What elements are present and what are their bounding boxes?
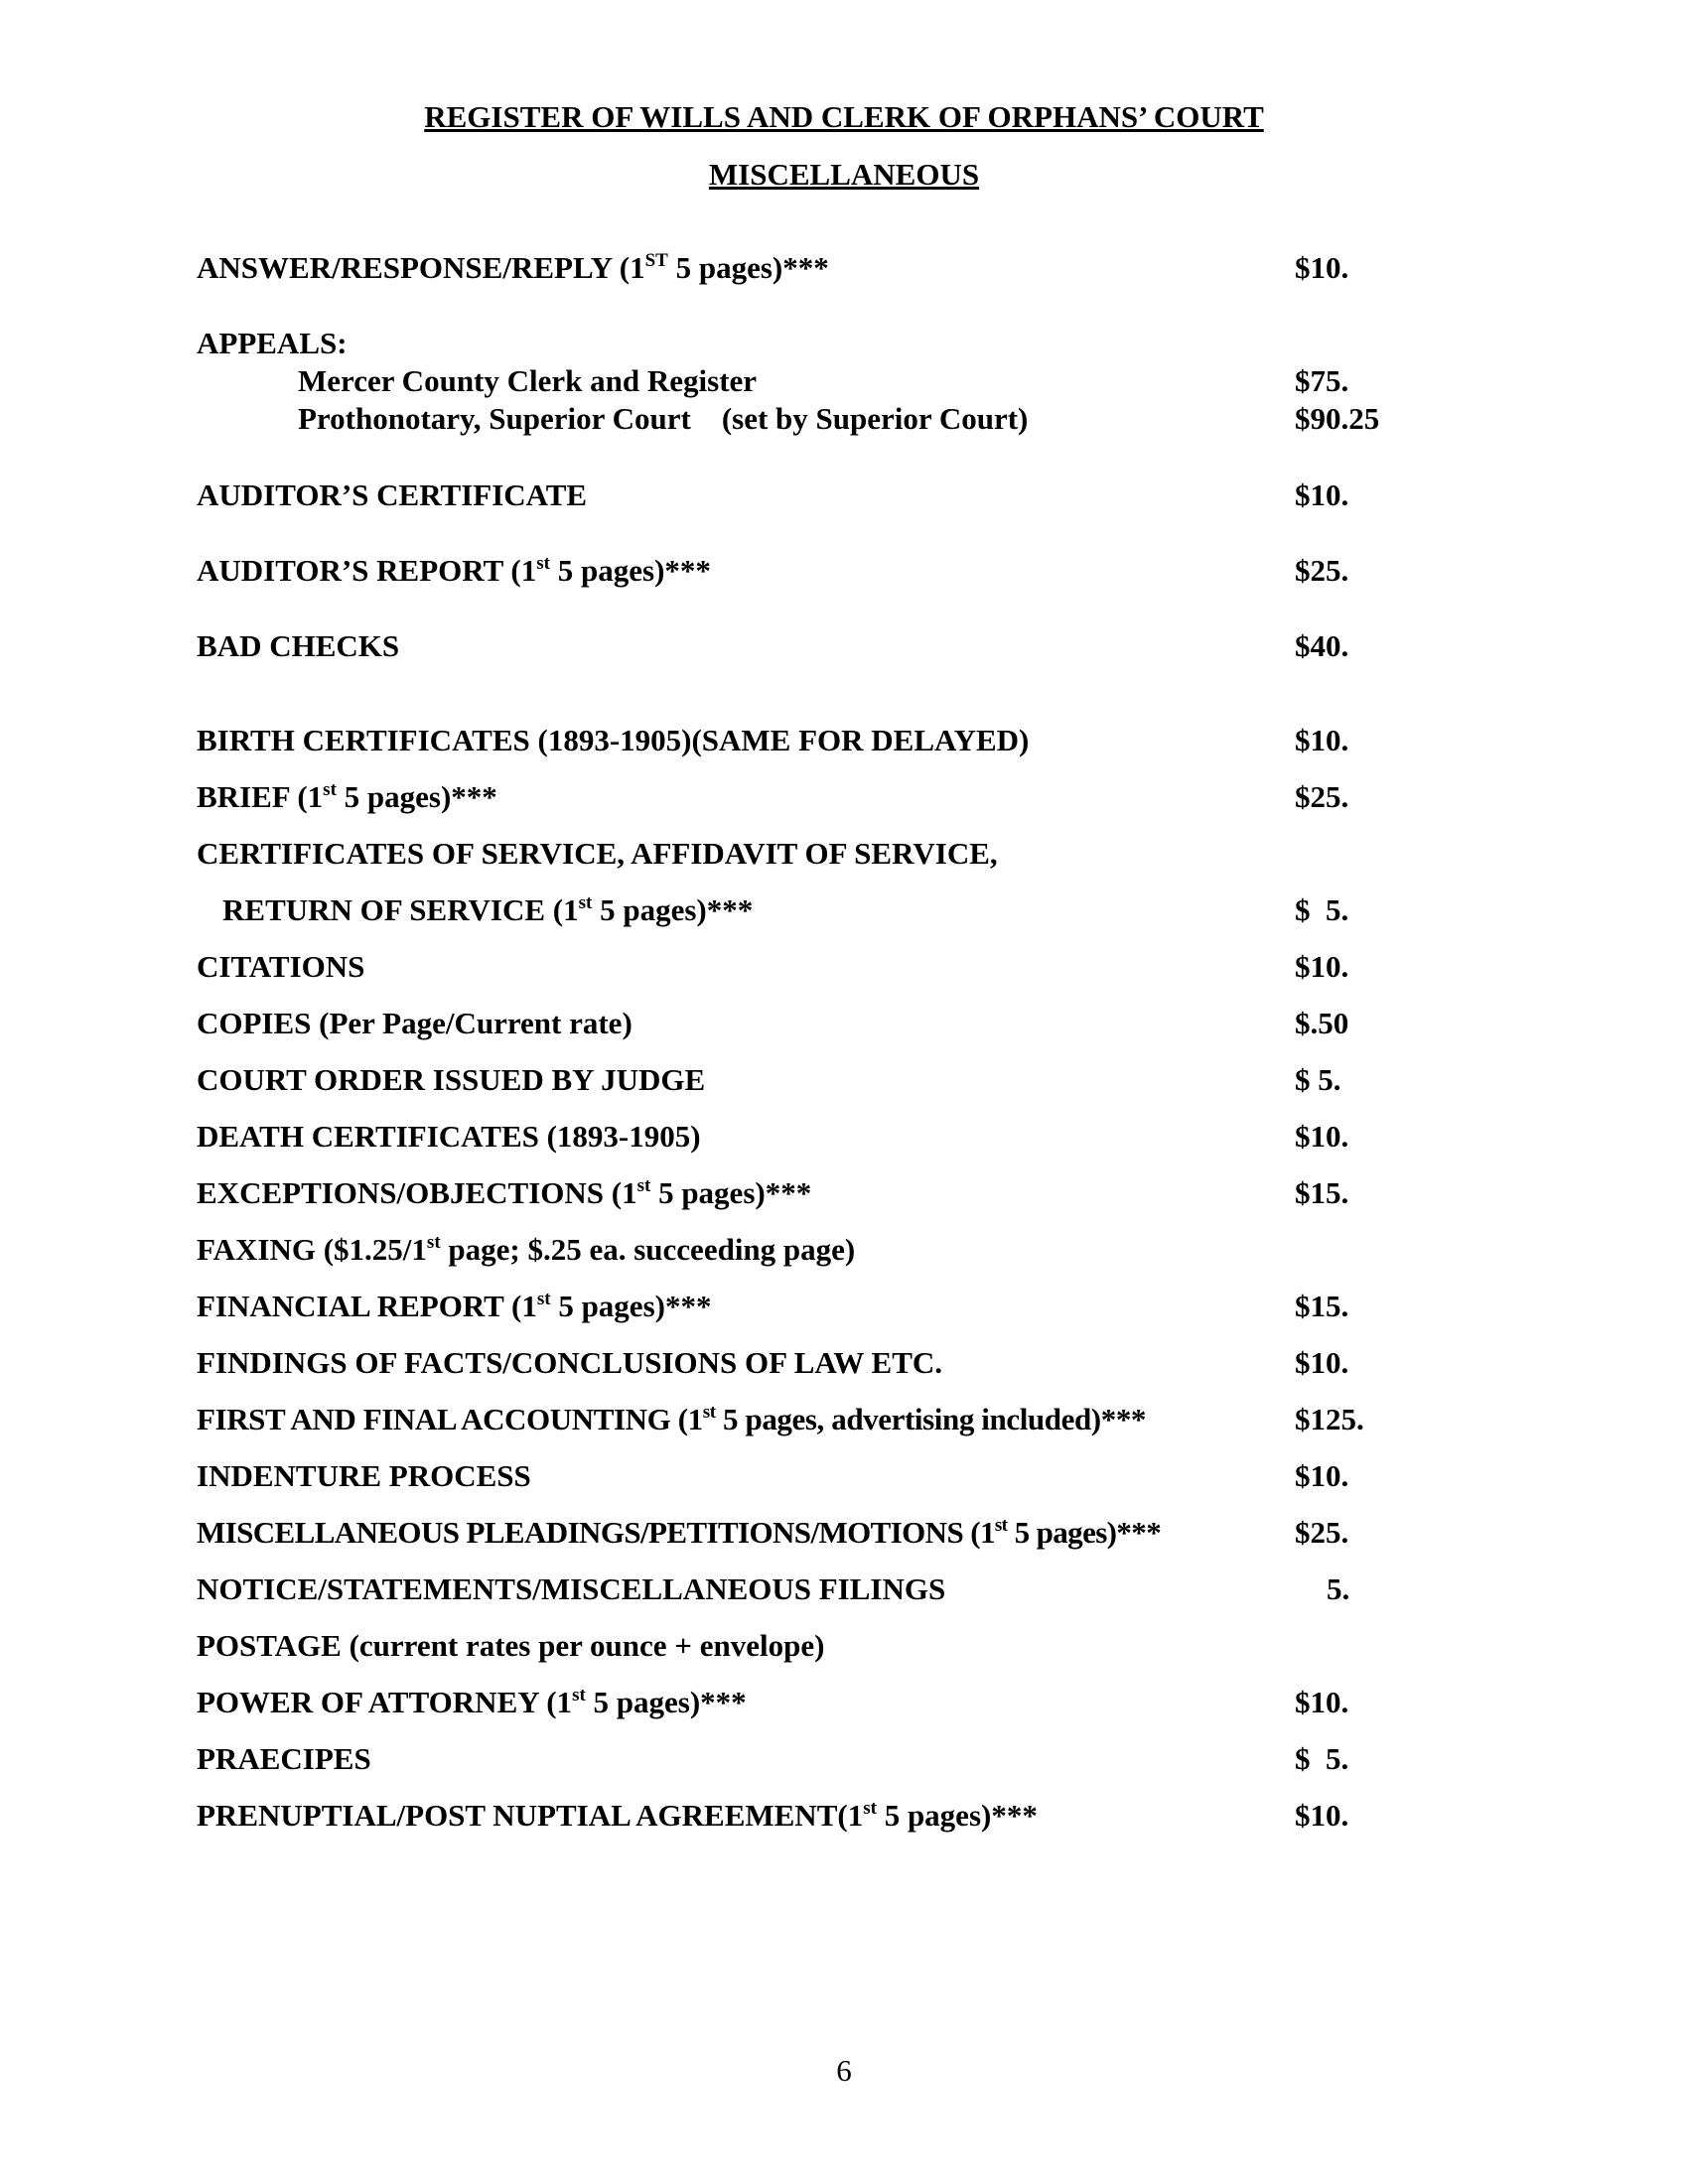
fee-description: NOTICE/STATEMENTS/MISCELLANEOUS FILINGS — [197, 1571, 946, 1606]
fee-description: PRENUPTIAL/POST NUPTIAL AGREEMENT(1st 5 pages)*** — [197, 1798, 1038, 1833]
fee-row-auditor-certificate — [0, 478, 1688, 521]
fee-description: PRAECIPES — [197, 1741, 371, 1776]
page-number: 6 — [836, 2053, 852, 2088]
fee-amount: 5. — [1327, 1571, 1350, 1606]
fee-description: CERTIFICATES OF SERVICE, AFFIDAVIT OF SERVICE, — [197, 836, 998, 871]
fee-amount: $ 5. — [1295, 892, 1349, 927]
fee-description: RETURN OF SERVICE (1st 5 pages)*** — [222, 892, 754, 927]
fee-description: FIRST AND FINAL ACCOUNTING (1st 5 pages, advertising included)*** — [197, 1402, 1147, 1436]
fee-row-court-order — [0, 1062, 1688, 1106]
fee-amount: $25. — [1295, 553, 1349, 588]
fee-row-birth-certificates — [0, 723, 1688, 766]
fee-description: INDENTURE PROCESS — [197, 1458, 531, 1493]
fee-row-postage — [0, 1628, 1688, 1672]
fee-description: BAD CHECKS — [197, 628, 400, 663]
fee-amount: $125. — [1295, 1402, 1364, 1436]
fee-row-financial-report — [0, 1289, 1688, 1332]
fee-description: FINANCIAL REPORT (1st 5 pages)*** — [197, 1289, 712, 1323]
document-title: REGISTER OF WILLS AND CLERK OF ORPHANS’ COURT — [424, 99, 1264, 134]
fee-description: COPIES (Per Page/Current rate) — [197, 1006, 633, 1040]
fee-row-first-and-final-accounting — [0, 1402, 1688, 1445]
fee-row-notice — [0, 1571, 1688, 1615]
fee-description: FAXING ($1.25/1st page; $.25 ea. succeeding page) — [197, 1232, 856, 1267]
fee-amount: $15. — [1295, 1289, 1349, 1323]
fee-amount: $ 5. — [1295, 1741, 1349, 1776]
fee-row-power-of-attorney — [0, 1685, 1688, 1728]
fee-description: POWER OF ATTORNEY (1st 5 pages)*** — [197, 1685, 747, 1719]
fee-description: CITATIONS — [197, 949, 365, 984]
fee-amount: $ 5. — [1295, 1062, 1341, 1097]
fee-description: BIRTH CERTIFICATES (1893-1905)(SAME FOR DELAYED) — [197, 723, 1030, 757]
fee-row-brief — [0, 779, 1688, 823]
fee-amount: $10. — [1295, 1458, 1349, 1493]
fee-amount: $25. — [1295, 779, 1349, 814]
fee-amount: $90.25 — [1295, 401, 1380, 436]
fee-amount: $10. — [1295, 1798, 1349, 1833]
fee-row-indenture — [0, 1458, 1688, 1502]
fee-row-death-certificates — [0, 1119, 1688, 1162]
fee-amount: $15. — [1295, 1175, 1349, 1210]
fee-description: DEATH CERTIFICATES (1893-1905) — [197, 1119, 701, 1154]
fee-row-misc-pleadings — [0, 1515, 1688, 1559]
fee-amount: $10. — [1295, 723, 1349, 757]
fee-description: BRIEF (1st 5 pages)*** — [197, 779, 497, 814]
fee-description: Prothonotary, Superior Court (set by Superior Court) — [298, 401, 1029, 436]
fee-row-return-of-service — [0, 892, 1688, 936]
section-subtitle: MISCELLANEOUS — [708, 157, 980, 192]
fee-row-answer — [0, 250, 1688, 294]
fee-amount: $10. — [1295, 1119, 1349, 1154]
fee-amount: $10. — [1295, 949, 1349, 984]
fee-row-auditor-report — [0, 553, 1688, 597]
fee-description: Mercer County Clerk and Register — [298, 363, 758, 398]
fee-amount: $10. — [1295, 1345, 1349, 1380]
fee-description: FINDINGS OF FACTS/CONCLUSIONS OF LAW ETC. — [197, 1345, 943, 1380]
fee-amount: $40. — [1295, 628, 1349, 663]
fee-amount: $10. — [1295, 250, 1349, 285]
fee-row-copies — [0, 1006, 1688, 1049]
fee-description: COURT ORDER ISSUED BY JUDGE — [197, 1062, 706, 1097]
fee-description: EXCEPTIONS/OBJECTIONS (1st 5 pages)*** — [197, 1175, 812, 1210]
fee-amount: $10. — [1295, 478, 1349, 512]
fee-row-bad-checks — [0, 628, 1688, 672]
fee-amount: $25. — [1295, 1515, 1349, 1550]
fee-row-praecipes — [0, 1741, 1688, 1785]
fee-row-prenuptial — [0, 1798, 1688, 1842]
fee-amount: $75. — [1295, 363, 1349, 398]
fee-amount: $10. — [1295, 1685, 1349, 1719]
fee-row-certificates-of-service — [0, 836, 1688, 880]
fee-description: ANSWER/RESPONSE/REPLY (1ST 5 pages)*** — [197, 250, 829, 285]
fee-description: MISCELLANEOUS PLEADINGS/PETITIONS/MOTIONS (1st 5 pages)*** — [197, 1515, 1162, 1550]
fee-description: APPEALS: — [197, 326, 348, 360]
fee-description: AUDITOR’S REPORT (1st 5 pages)*** — [197, 553, 711, 588]
fee-description: AUDITOR’S CERTIFICATE — [197, 478, 588, 512]
fee-row-citations — [0, 949, 1688, 993]
fee-amount: $.50 — [1295, 1006, 1349, 1040]
fee-row-appeal-prothonotary — [0, 401, 1688, 445]
fee-row-findings — [0, 1345, 1688, 1389]
fee-row-faxing — [0, 1232, 1688, 1276]
fee-row-exceptions — [0, 1175, 1688, 1219]
fee-description: POSTAGE (current rates per ounce + envelope) — [197, 1628, 825, 1663]
